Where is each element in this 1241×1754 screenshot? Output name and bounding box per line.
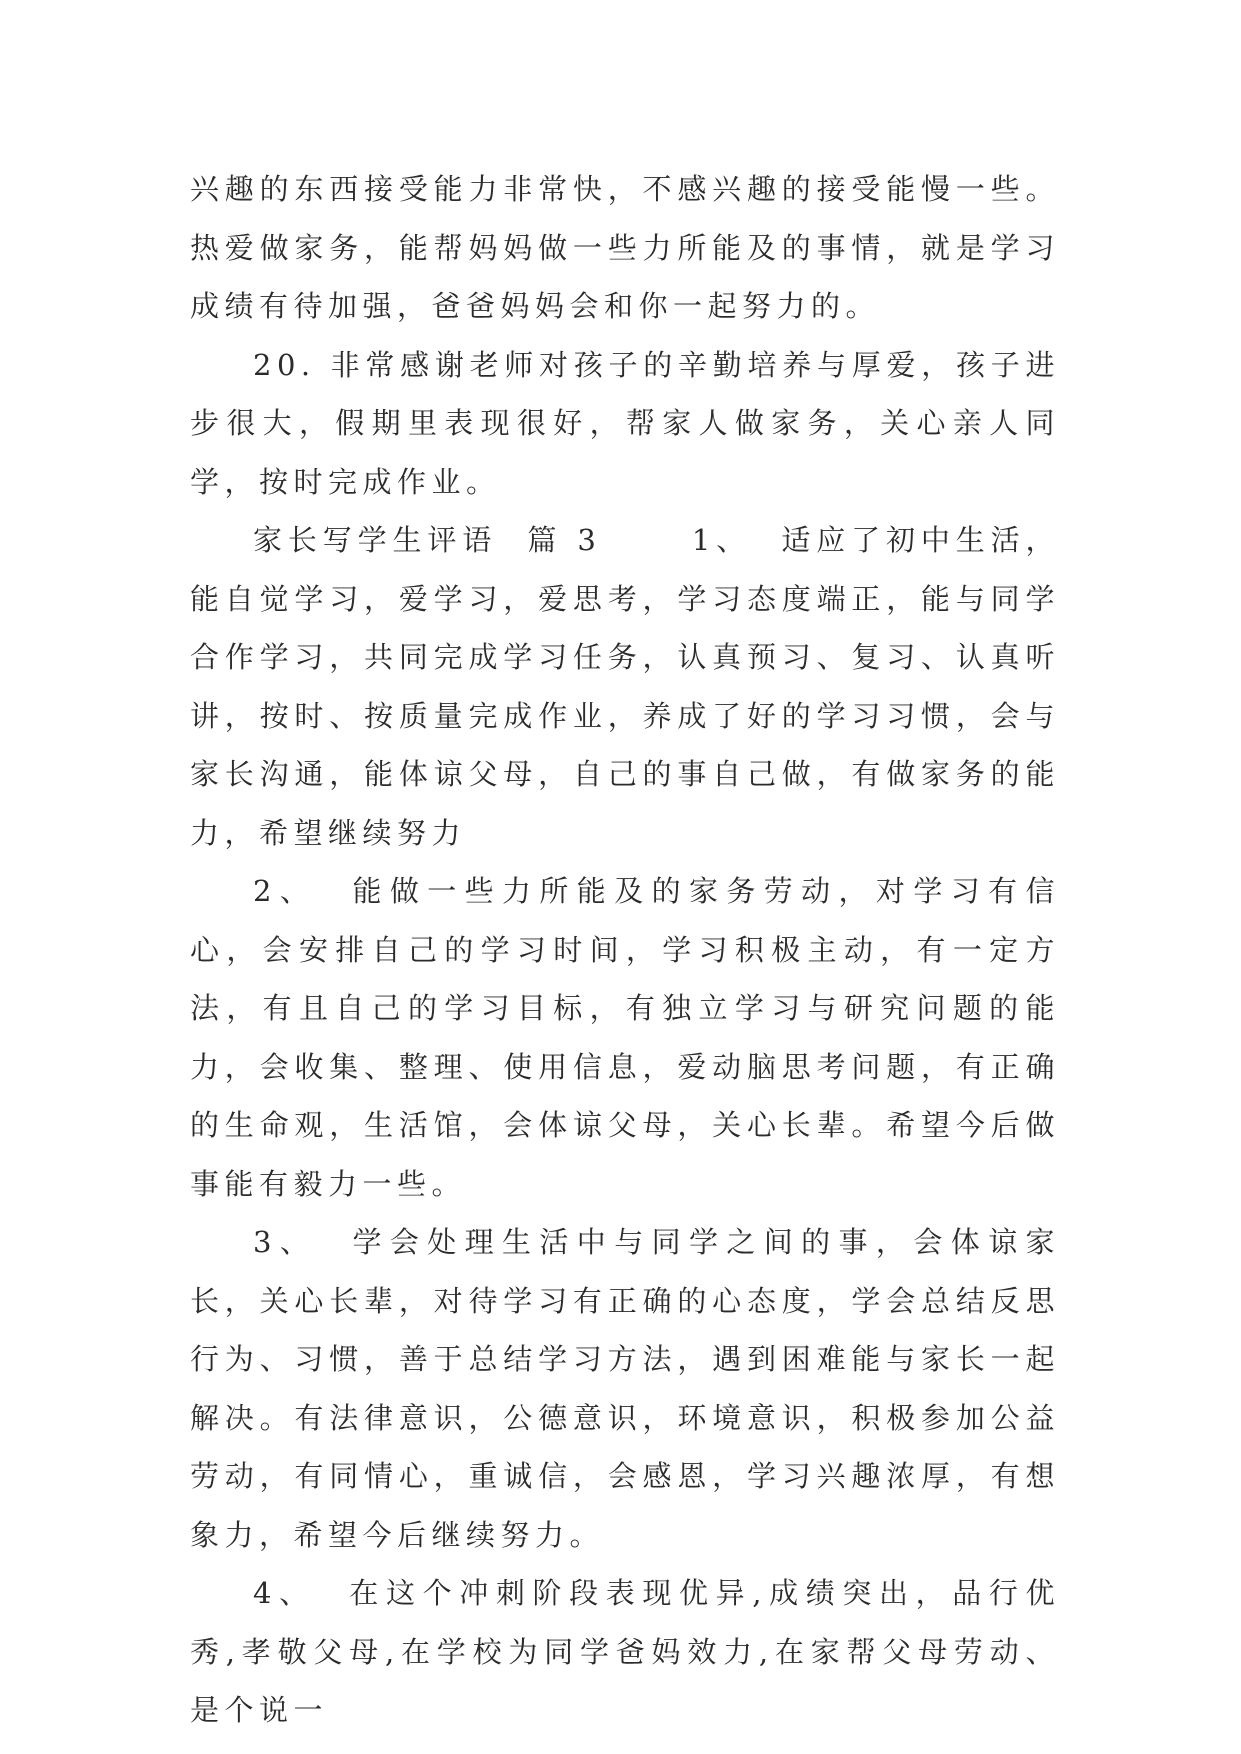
paragraph-item-2: 2、 能做一些力所能及的家务劳动，对学习有信心，会安排自己的学习时间，学习积极主动，有一定方法，有且自己的学习目标，有独立学习与研究问题的能力，会收集、整理、使用信息，爱动脑思考问题，有正确的生命观，生活馆，会体谅父母，关心长辈。希望今后做事能有毅力一些。 [190, 874, 1060, 1201]
paragraph-item-3: 3、 学会处理生活中与同学之间的事，会体谅家长，关心长辈，对待学习有正确的心态度，学会总结反思行为、习惯，善于总结学习方法，遇到困难能与家长一起解决。有法律意识，公德意识，环境意识，积极参加公益劳动，有同情心，重诚信，会感恩，学习兴趣浓厚，有想象力，希望今后继续努力。 [190, 1225, 1060, 1552]
paragraph-item-20: 20. 非常感谢老师对孩子的辛勤培养与厚爱，孩子进步很大，假期里表现很好，帮家人做家务，关心亲人同学，按时完成作业。 [190, 347, 1060, 499]
document-page [190, 160, 1060, 1740]
paragraph-continuation: 兴趣的东西接受能力非常快，不感兴趣的接受能慢一些。热爱做家务，能帮妈妈做一些力所能及的事情，就是学习成绩有待加强，爸爸妈妈会和你一起努力的。 [190, 172, 1060, 323]
paragraph-item-4: 4、 在这个冲刺阶段表现优异,成绩突出，品行优秀,孝敬父母,在学校为同学爸妈效力,在家帮父母劳动、是个说一 [190, 1576, 1060, 1727]
paragraph-section-heading-item-1: 家长写学生评语 篇 3 1、 适应了初中生活，能自觉学习，爱学习，爱思考，学习态度端正，能与同学合作学习，共同完成学习任务，认真预习、复习、认真听讲，按时、按质量完成作业，养成了好的学习习惯，会与家长沟通，能体谅父母，自己的事自己做，有做家务的能力，希望继续努力 [190, 523, 1060, 850]
